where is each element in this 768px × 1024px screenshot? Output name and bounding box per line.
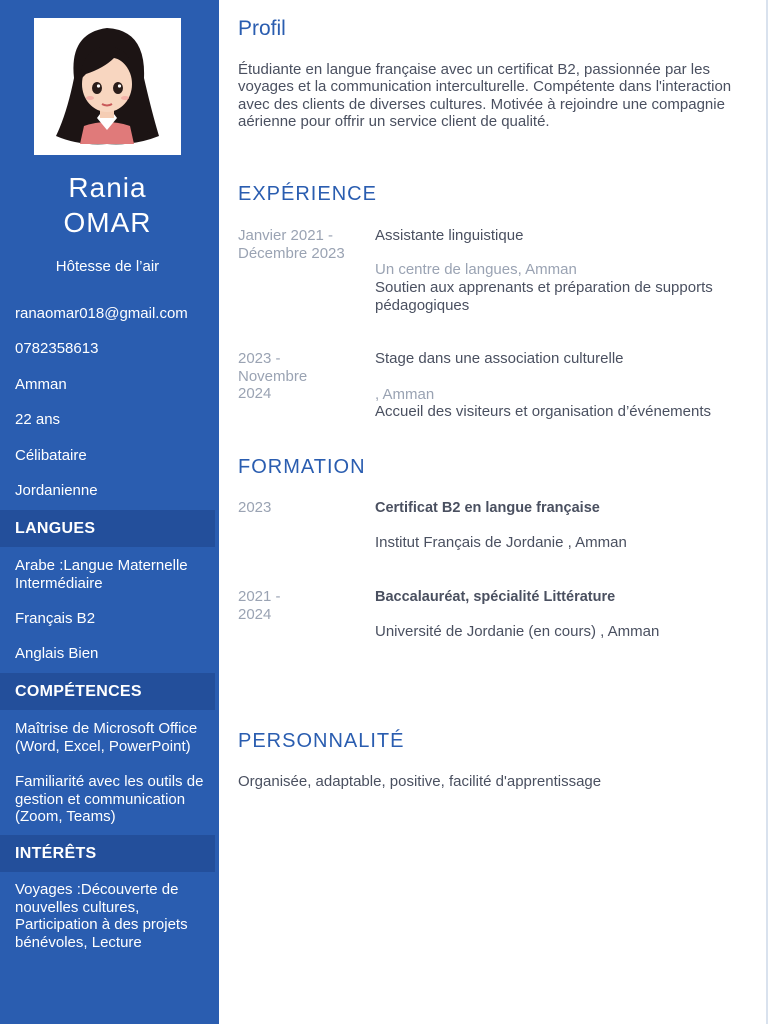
interests-text: Voyages :Découverte de nouvelles cultures, Participation à des projets bénévoles, Lecture bbox=[15, 881, 188, 951]
experience-date: 2023 - Novembre 2024 bbox=[238, 350, 308, 402]
phone[interactable]: 0782358613 bbox=[15, 340, 99, 357]
experience-heading: EXPÉRIENCE bbox=[238, 183, 377, 205]
marital-status: Célibataire bbox=[15, 447, 87, 464]
language-item: Français B2 bbox=[15, 610, 96, 627]
experience-title: Assistante linguistique bbox=[375, 227, 524, 244]
first-name: Rania bbox=[68, 172, 147, 203]
profile-photo bbox=[34, 18, 181, 155]
nationality: Jordanienne bbox=[15, 482, 98, 499]
interests-heading: INTÉRÊTS bbox=[0, 835, 215, 872]
sidebar bbox=[0, 0, 219, 1024]
experience-description: Accueil des visiteurs et organisation d’événements bbox=[375, 403, 712, 420]
last-name: OMAR bbox=[63, 207, 152, 238]
personality-heading: PERSONNALITÉ bbox=[238, 730, 405, 752]
skill-item: Familiarité avec les outils de gestion et communication (Zoom, Teams) bbox=[15, 773, 204, 825]
education-institution: Université de Jordanie (en cours) , Amman bbox=[375, 623, 660, 640]
profile-heading: Profil bbox=[238, 17, 286, 40]
languages-heading: LANGUES bbox=[0, 510, 215, 547]
education-title: Certificat B2 en langue française bbox=[375, 500, 600, 516]
experience-place: Un centre de langues, Amman bbox=[375, 261, 577, 278]
experience-title: Stage dans une association culturelle bbox=[375, 350, 624, 367]
education-title: Baccalauréat, spécialité Littérature bbox=[375, 589, 616, 605]
education-institution: Institut Français de Jordanie , Amman bbox=[375, 534, 627, 551]
profile-text: Étudiante en langue française avec un certificat B2, passionnée par les voyages et la communication interculturelle. Compétente dans l'interaction avec des clients de diverses cultures. Motivée à rejoindre une compagnie aérienne pour offrir un service client de qualité. bbox=[238, 61, 732, 131]
skills-heading: COMPÉTENCES bbox=[0, 673, 215, 710]
education-date: 2023 bbox=[238, 499, 272, 516]
full-name bbox=[0, 170, 215, 240]
age: 22 ans bbox=[15, 411, 61, 428]
education-heading: FORMATION bbox=[238, 456, 366, 478]
personality-text: Organisée, adaptable, positive, facilité d'apprentissage bbox=[238, 773, 602, 790]
language-item: Anglais Bien bbox=[15, 645, 99, 662]
avatar-illustration bbox=[34, 18, 181, 155]
experience-place: , Amman bbox=[375, 386, 435, 403]
skill-item: Maîtrise de Microsoft Office (Word, Excel, PowerPoint) bbox=[15, 720, 198, 755]
language-item: Arabe :Langue Maternelle Intermédiaire bbox=[15, 557, 188, 592]
experience-date: Janvier 2021 - Décembre 2023 bbox=[238, 227, 345, 262]
city: Amman bbox=[15, 376, 67, 393]
experience-description: Soutien aux apprenants et préparation de supports pédagogiques bbox=[375, 279, 713, 314]
education-date: 2021 - 2024 bbox=[238, 588, 281, 623]
email[interactable]: ranaomar018@gmail.com bbox=[15, 305, 188, 322]
job-title: Hôtesse de l’air bbox=[55, 258, 160, 275]
